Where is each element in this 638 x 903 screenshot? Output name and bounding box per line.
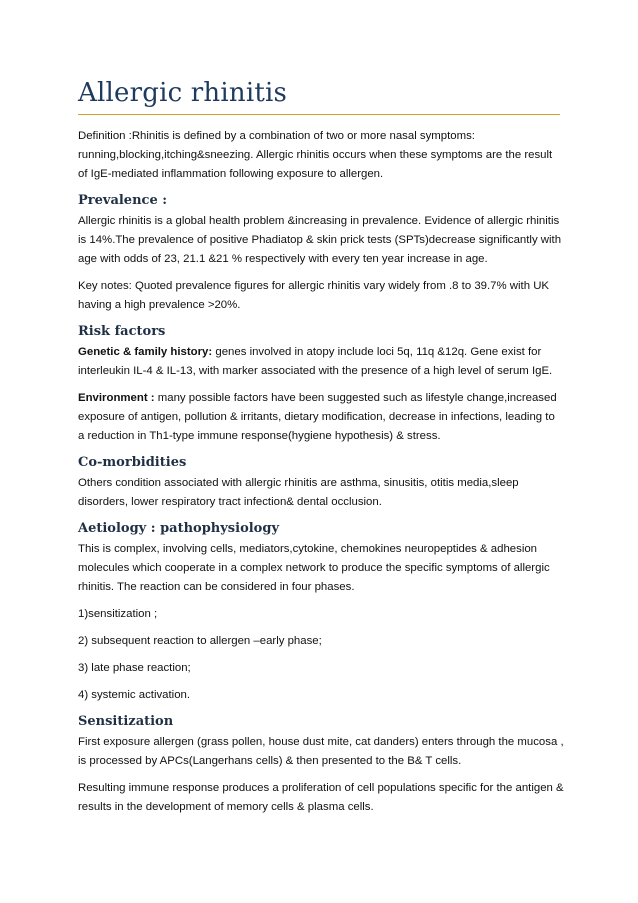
prevalence-paragraph-1: Allergic rhinitis is a global health problem &increasing in prevalence. Evidence of allergic rhinitis is 14%.The prevalence of positive Phadiatop & skin prick tests (SPTs)decrease significantly with age with odds of 23, 21.1 &21 % respectively with every ten year increase in age. bbox=[78, 215, 562, 265]
genetic-label: Genetic & family history: bbox=[78, 346, 213, 358]
sensitization-heading: Sensitization bbox=[78, 714, 174, 729]
definition-paragraph: Definition :Rhinitis is defined by a combination of two or more nasal symptoms: running,blocking,itching&sneezing. Allergic rhinitis occurs when these symptoms are the result of IgE-mediated inflammation following exposure to allergen. bbox=[78, 130, 553, 180]
environment-label: Environment : bbox=[78, 392, 155, 404]
phase-item: 1)sensitization ; bbox=[78, 608, 158, 620]
aetiology-paragraph: This is complex, involving cells, mediators,cytokine, chemokines neuropeptides & adhesion molecules which cooperate in a complex network to produce the specific symptoms of allergic rhinitis. The reaction can be considered in four phases. bbox=[78, 543, 550, 593]
risk-factors-heading: Risk factors bbox=[78, 324, 166, 339]
comorbidities-heading: Co-morbidities bbox=[78, 455, 187, 470]
genetic-paragraph bbox=[78, 343, 564, 381]
prevalence-key-notes: Key notes: Quoted prevalence figures for allergic rhinitis vary widely from .8 to 39.7% with UK having a high prevalence >20%. bbox=[78, 280, 550, 311]
environment-text: many possible factors have been suggested such as lifestyle change,increased exposure of antigen, pollution & irritants, dietary modification, decrease in infections, leading to a reduction in Th1-type immune response(hygiene hypothesis) & stress. bbox=[78, 392, 557, 442]
phase-item: 3) late phase reaction; bbox=[78, 662, 191, 674]
comorbidities-paragraph: Others condition associated with allergic rhinitis are asthma, sinusitis, otitis media,sleep disorders, lower respiratory tract infection& dental occlusion. bbox=[78, 477, 519, 508]
phase-item: 4) systemic activation. bbox=[78, 689, 191, 701]
title-underline bbox=[78, 114, 560, 115]
document-title: Allergic rhinitis bbox=[78, 78, 288, 108]
environment-paragraph bbox=[78, 389, 564, 446]
prevalence-heading: Prevalence : bbox=[78, 193, 168, 208]
genetic-text: genes involved in atopy include loci 5q, 11q &12q. Gene exist for interleukin IL-4 & IL-13, with marker associated with the presence of a high level of serum IgE. bbox=[78, 346, 553, 377]
sensitization-paragraph-1: First exposure allergen (grass pollen, house dust mite, cat danders) enters through the mucosa , is processed by APCs(Langerhans cells) & then presented to the B& T cells. bbox=[78, 736, 564, 767]
aetiology-heading: Aetiology : pathophysiology bbox=[78, 521, 279, 536]
sensitization-paragraph-2: Resulting immune response produces a proliferation of cell populations specific for the antigen & results in the development of memory cells & plasma cells. bbox=[78, 782, 564, 813]
document-body bbox=[78, 127, 564, 825]
phase-item: 2) subsequent reaction to allergen –early phase; bbox=[78, 635, 322, 647]
